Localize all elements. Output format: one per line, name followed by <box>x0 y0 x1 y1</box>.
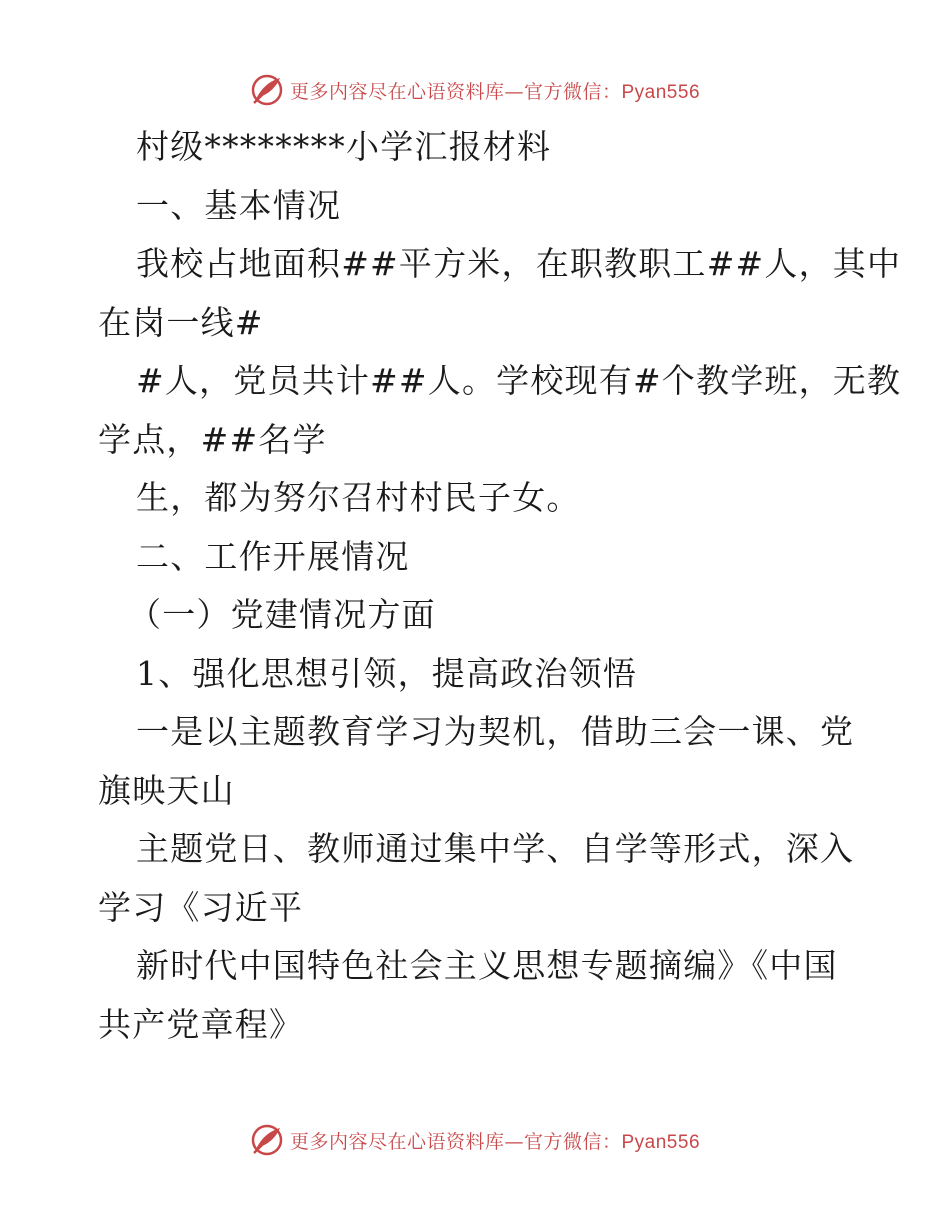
document-body <box>98 118 902 1054</box>
watermark-text: 更多内容尽在心语资料库—官方微信：Pyan556 <box>289 80 701 103</box>
feather-quill-logo-icon <box>250 1123 284 1157</box>
document-title: 村级********小学汇报材料 <box>136 127 552 166</box>
paragraph-line: #人，党员共计##人。学校现有#个教学班，无教 <box>136 361 902 400</box>
footer-watermark <box>0 1120 950 1160</box>
item-heading: 1、强化思想引领，提高政治领悟 <box>136 653 637 693</box>
section-heading: 一、基本情况 <box>136 185 342 225</box>
paragraph-line: 在岗一线# <box>98 302 264 342</box>
watermark-text: 更多内容尽在心语资料库—官方微信：Pyan556 <box>289 1130 701 1153</box>
paragraph-line: 旗映天山 <box>98 770 235 810</box>
paragraph-line: 学习《习近平 <box>98 887 304 927</box>
paragraph-line: 学点，##名学 <box>98 419 327 459</box>
header-watermark <box>0 70 950 110</box>
paragraph-line: 主题党日、教师通过集中学、自学等形式，深入 <box>136 829 855 868</box>
paragraph-line: 共产党章程》 <box>98 1004 304 1044</box>
paragraph-line: 新时代中国特色社会主义思想专题摘编》《中国 <box>136 946 838 985</box>
section-heading: 二、工作开展情况 <box>136 536 410 576</box>
subsection-heading: （一）党建情况方面 <box>128 595 436 634</box>
paragraph-line: 我校占地面积##平方米，在职教职工##人，其中 <box>136 244 902 283</box>
feather-quill-logo-icon <box>250 73 284 107</box>
paragraph-line: 一是以主题教育学习为契机，借助三会一课、党 <box>136 712 855 751</box>
paragraph-line: 生，都为努尔召村村民子女。 <box>136 478 581 517</box>
